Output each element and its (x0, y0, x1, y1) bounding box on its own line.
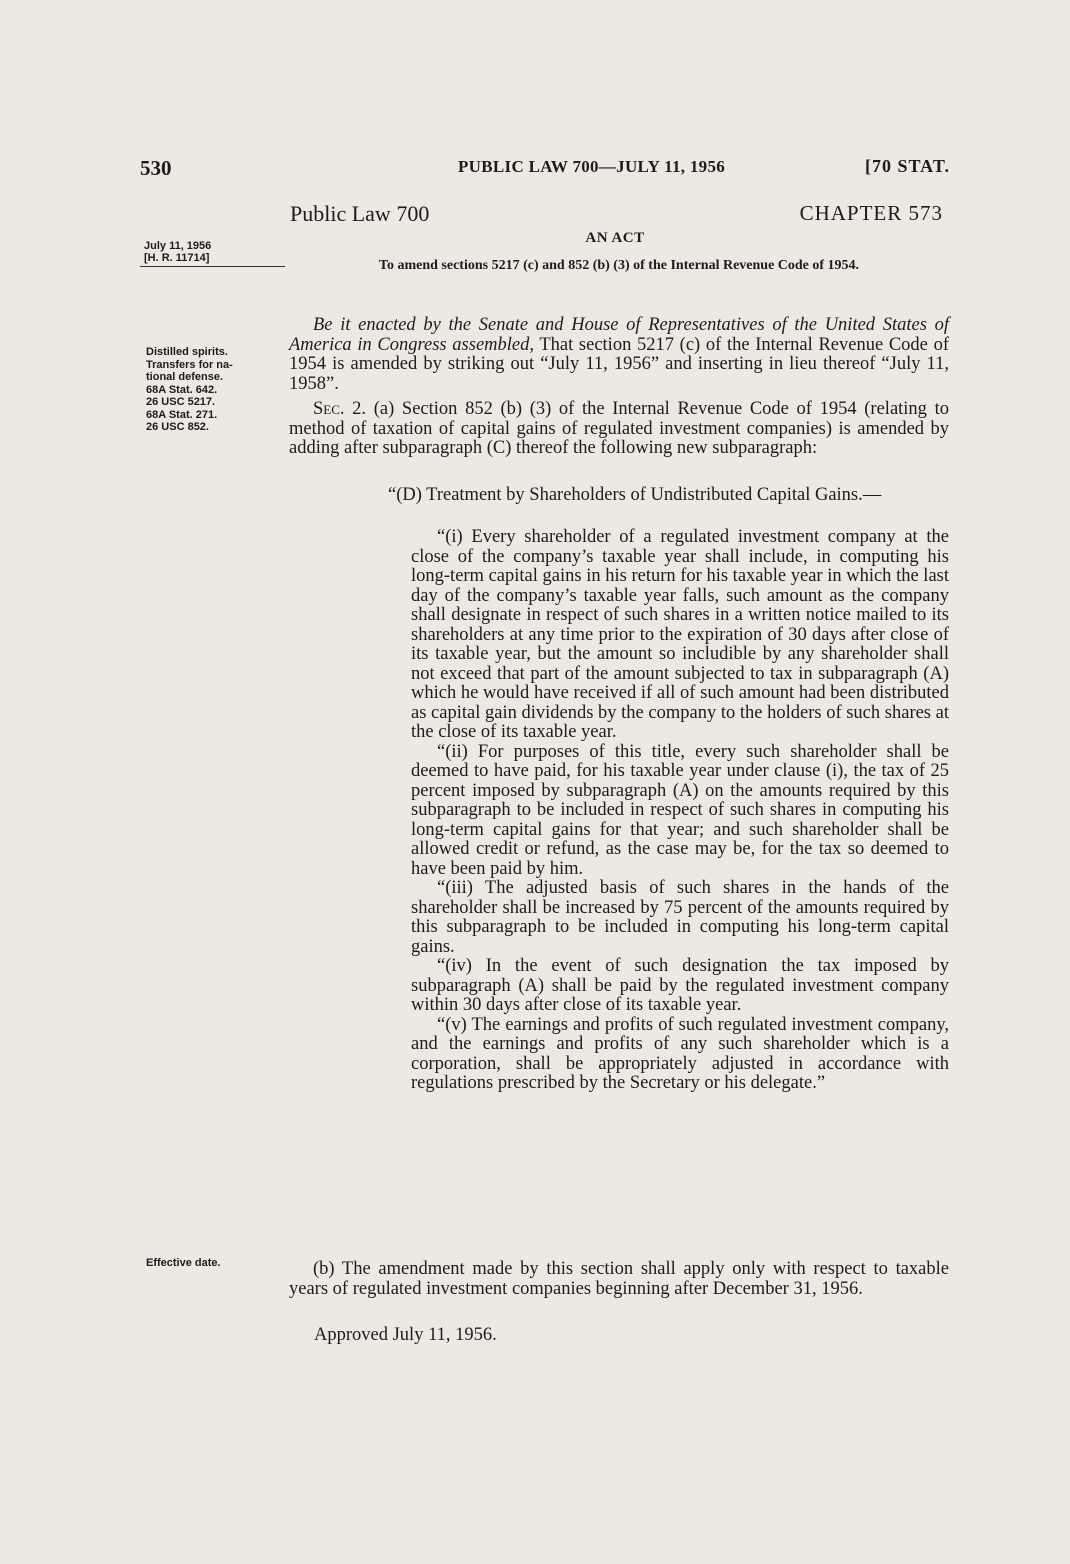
clause-v: “(v) The earnings and profits of such regulated investment company, and the earnings and profits of any such shareholder which is a corporation, shall be appropriately adjusted in accordance with regulations prescribed by the Secretary or his delegate.” (411, 1014, 949, 1093)
statute-volume-reference: [70 STAT. (864, 156, 950, 176)
page-number: 530 (140, 156, 172, 180)
section-label: Sec. 2. (313, 399, 367, 419)
margin-note-line: 26 USC 5217. (146, 396, 216, 408)
approval-line: Approved July 11, 1956. (314, 1325, 497, 1345)
enacting-clause (289, 316, 949, 394)
clause-ii: “(ii) For purposes of this title, every such shareholder shall be deemed to have paid, for his taxable year under clause (i), the tax of 25 percent imposed by subparagraph (A) on the amounts required by this subparagraph to be included in respect of such shares in computing his long-term capital gains for that year; and such shareholder shall be allowed credit or refund, as the case may be, for the tax so deemed to have been paid by him. (411, 741, 949, 879)
public-law-title: Public Law 700 (290, 201, 430, 226)
subparagraph-clauses (411, 528, 949, 1094)
margin-note-line: Transfers for na- (146, 358, 233, 371)
an-act-heading: AN ACT (585, 230, 645, 246)
running-head-title: PUBLIC LAW 700—JULY 11, 1956 (458, 157, 726, 176)
margin-rule (140, 266, 285, 267)
enacting-formula: Be it enacted by the Senate and House of Representatives of the United States of America in Congress assembled, (289, 315, 949, 355)
clause-iii: “(iii) The adjusted basis of such shares in the hands of the shareholder shall be increased by 75 percent of the amounts required by this subparagraph to be included in computing his long-term capital gains. (411, 878, 949, 957)
margin-note-line: Distilled spirits. (146, 346, 228, 358)
chapter-number: CHAPTER 573 (799, 201, 943, 225)
margin-notes (146, 346, 271, 434)
clause-i: “(i) Every shareholder of a regulated investment company at the close of the company’s taxable year shall include, in computing his long-term capital gains in his return for his taxable year in which the last day of the company’s taxable year falls, such amount as the company shall designate in respect of such shares in a written notice mailed to its shareholders at any time prior to the expiration of 30 days after close of its taxable year, but the amount so includible by any shareholder shall not exceed that part of the amount subjected to tax in subparagraph (A) which he would have received if all of such amount had been distributed as capital gain dividends by the company to the holders of such shares at the close of its taxable year. (411, 527, 949, 742)
margin-bill-number: [H. R. 11714] (144, 252, 210, 264)
margin-note-line: tional defense. (146, 371, 224, 383)
margin-date: July 11, 1956 (144, 240, 212, 252)
section-2 (289, 400, 949, 459)
running-header (140, 156, 950, 182)
subparagraph-d-heading (375, 486, 949, 506)
section-2-text: (a) Section 852 (b) (3) of the Internal Revenue Code of 1954 (relating to method of taxation of capital gains of regulated investment companies) is amended by adding after subparagraph (C) thereof the following new subparagraph: (289, 399, 949, 458)
clause-iv: “(iv) In the event of such designation the tax imposed by subparagraph (A) shall be paid by the regulated investment company within 30 days after close of its taxable year. (411, 956, 949, 1015)
act-purpose: To amend sections 5217 (c) and 852 (b) (3) of the Internal Revenue Code of 1954. (378, 258, 860, 273)
margin-note-line: 68A Stat. 271. (146, 408, 218, 421)
margin-effective-date: Effective date. (146, 1257, 221, 1269)
margin-date-note (144, 240, 211, 264)
margin-note-line: 68A Stat. 642. (146, 383, 218, 396)
subsection-b (289, 1260, 949, 1299)
subparagraph-heading-text: “(D) Treatment by Shareholders of Undistributed Capital Gains.— (388, 485, 882, 505)
subsection-b-text: (b) The amendment made by this section shall apply only with respect to taxable years of regulated investment companies beginning after December 31, 1956. (289, 1259, 949, 1299)
margin-note-line: 26 USC 852. (146, 421, 209, 433)
enacting-text: That section 5217 (c) of the Internal Revenue Code of 1954 is amended by striking out “July 11, 1956” and inserting in lieu thereof “July 11, 1958”. (289, 334, 949, 394)
